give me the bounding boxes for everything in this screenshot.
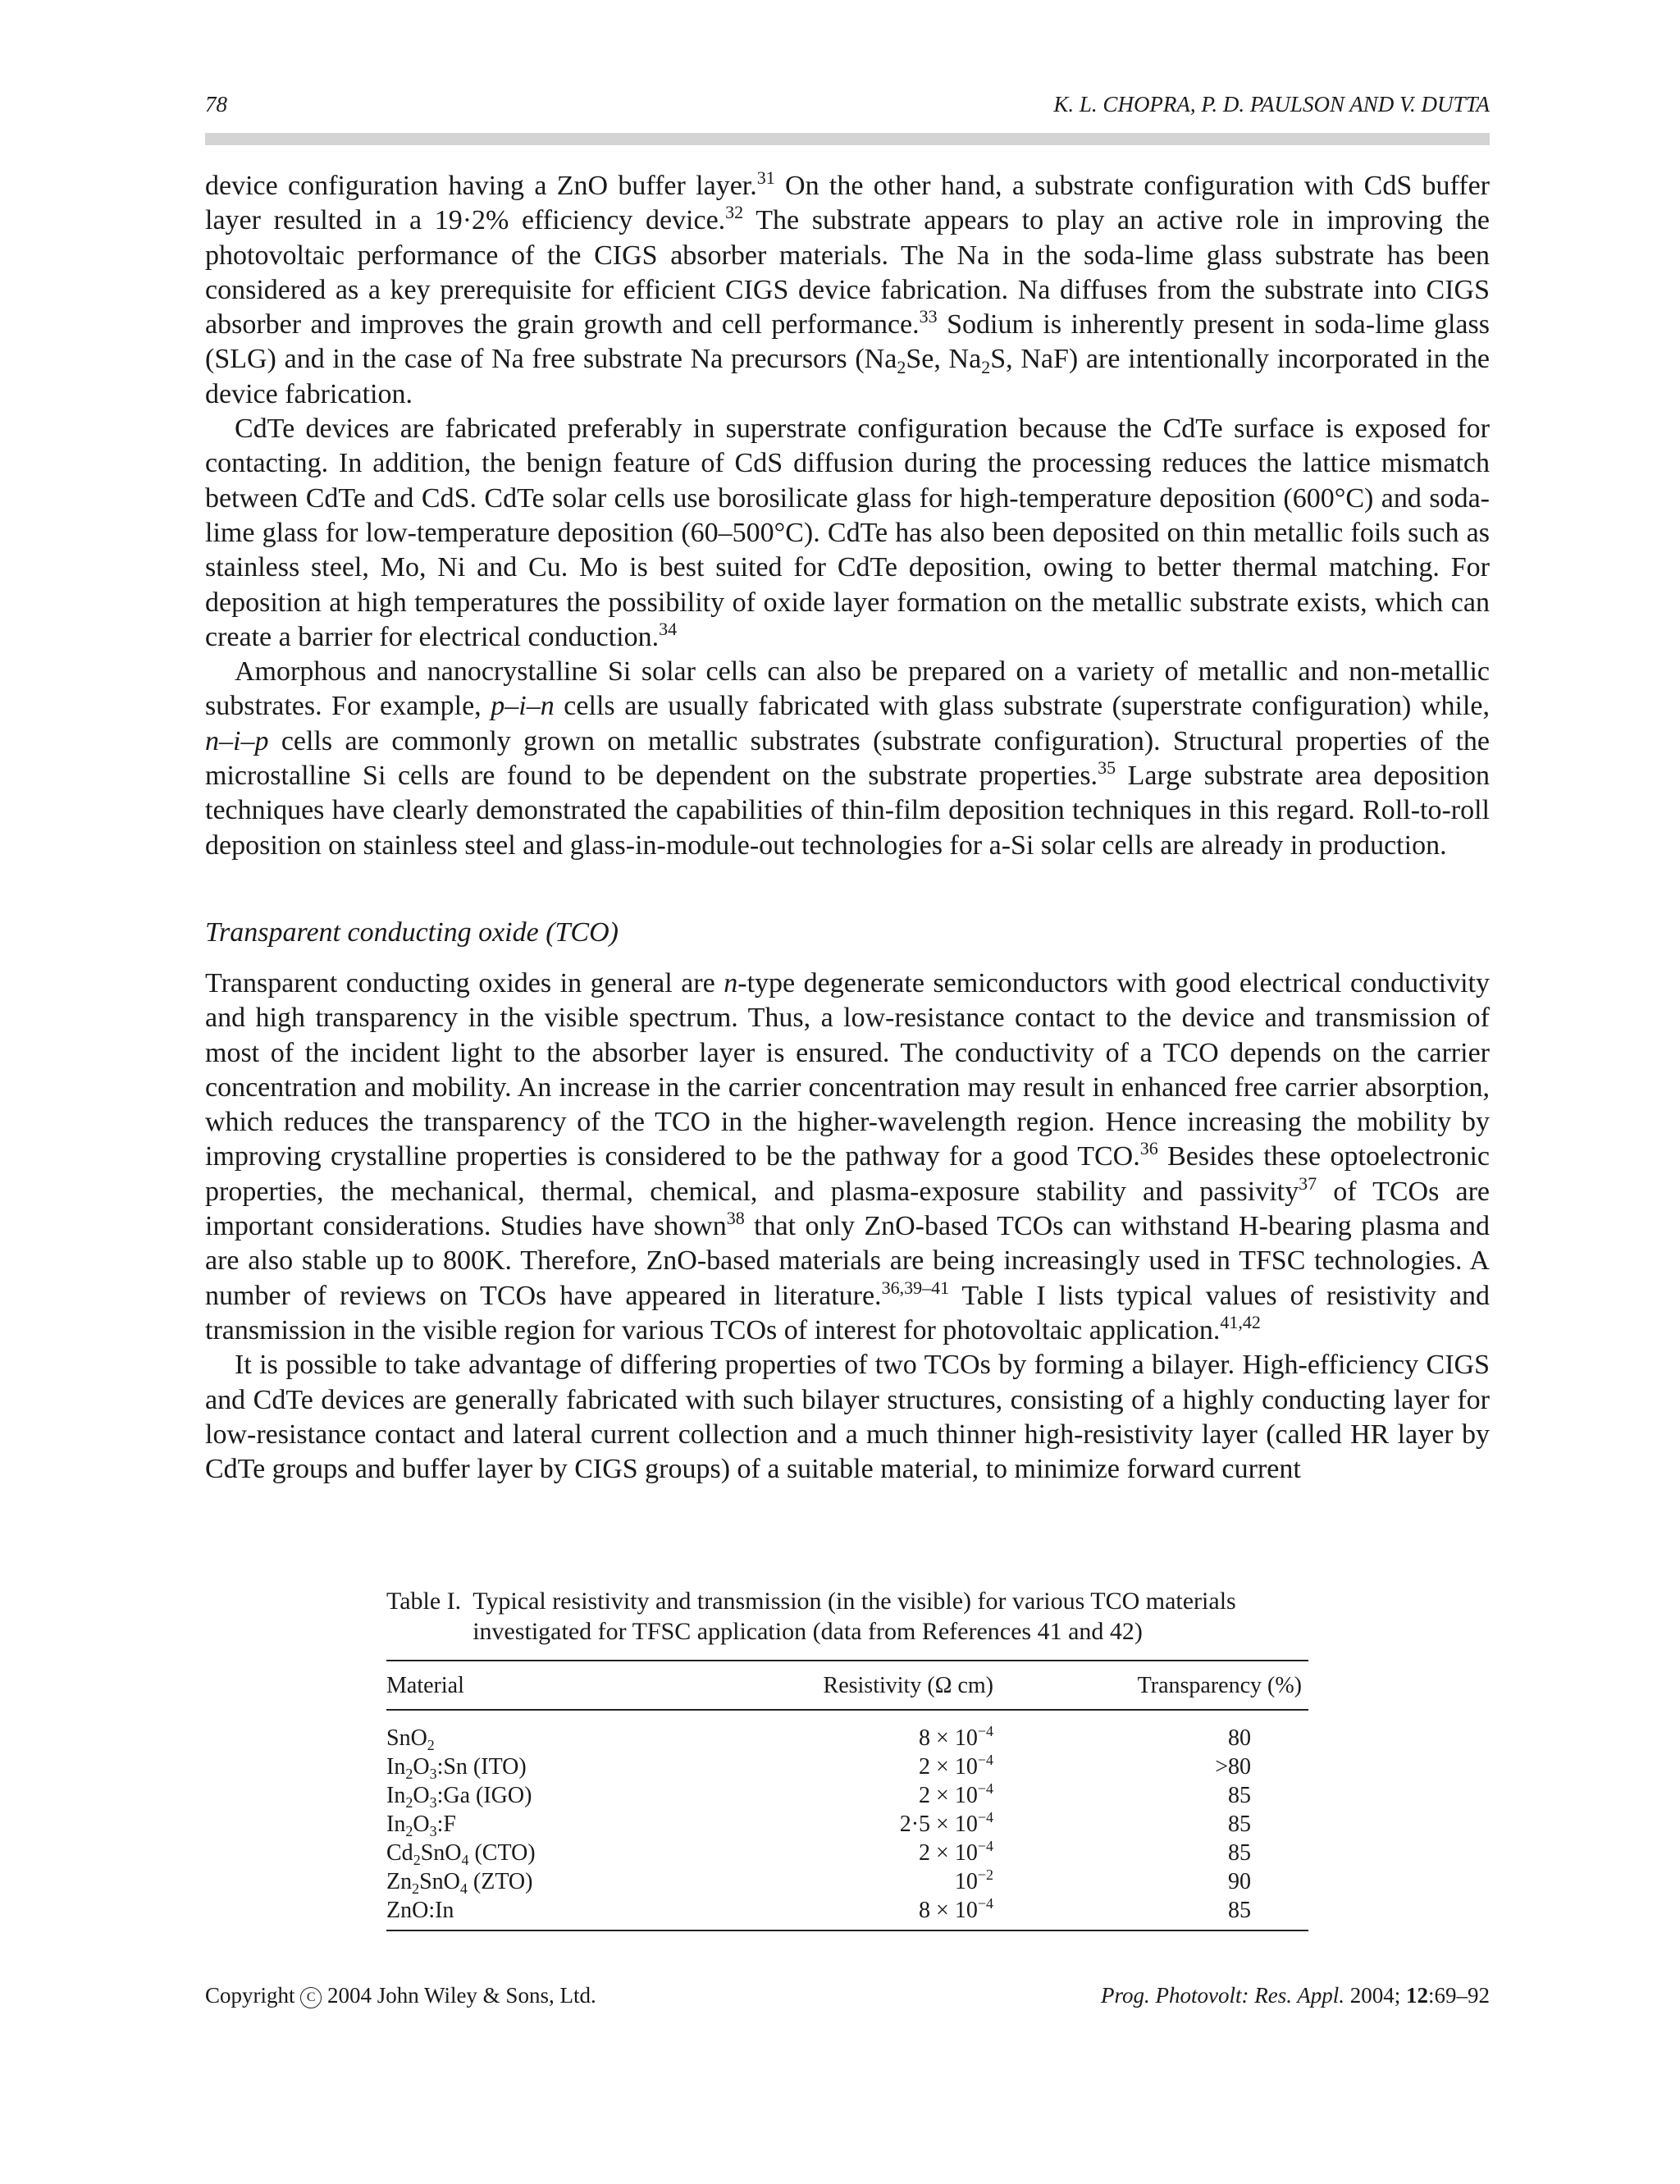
table-row [386,1867,1308,1896]
table-row [386,1781,1308,1810]
citation: 38 [726,1208,745,1229]
table-row [386,1896,1308,1930]
material-cell: ZnO:In [386,1896,731,1930]
resistivity-cell: $2\cdot 5 \times 10^{-4}$ [899,1809,993,1837]
table-row [386,1810,1308,1839]
table-row [386,1710,1308,1752]
page-footer [205,1983,1490,2016]
column-header-resistivity: Resistivity (Ω cm) [731,1661,993,1710]
journal-name: Prog. Photovolt: Res. Appl. [1101,1983,1344,2008]
transparency-cell: 85 [1228,1812,1251,1837]
table-row [386,1839,1308,1867]
resistivity-cell: $8 \times 10^{-4}$ [919,1723,993,1751]
paragraph: Transparent conducting oxides in general are n-type degenerate semiconductors with good electrical conductivity and high transparency in the visible spectrum. Thus, a low-resistance contact to the device and transmission of most of the incident light to the absorber layer is ensured. The conductivity of a TCO depends on the carrier concentration and mobility. An increase in the carrier concentration may result in enhanced free carrier absorption, which reduces the transparency of the TCO in the higher-wavelength region. Hence increasing the mobility by improving crystalline properties is considered to be the pathway for a good TCO.$^{36}$ Besides these optoelectronic properties, the mechanical, thermal, chemical, and plasma-exposure stability and passivity$^{37}$ of TCOs are important considerations. Studies have shown$^{38}$ that only ZnO-based TCOs can withstand H-bearing plasma and are also stable up to 800K. Therefore, ZnO-based materials are being increasingly used in TFSC technologies. A number of reviews on TCOs have appeared in literature.$^{36,39-41}$ Table I lists typical values of resistivity and transmission in the visible region for various TCOs of interest for photovoltaic application.$^{41,42}$ [205,967,1490,1346]
material-cell: $Cd_2SnO_4$ (CTO) [386,1840,536,1868]
paragraph: CdTe devices are fabricated preferably in superstrate configuration because the CdTe surface is exposed for contacting. In addition, the benign feature of CdS diffusion during the processing reduces the lattice mismatch between CdTe and CdS. CdTe solar cells use borosilicate glass for high-temperature deposition (600°C) and soda-lime glass for low-temperature deposition (60–500°C). CdTe has also been deposited on thin metallic foils such as stainless steel, Mo, Ni and Cu. Mo is best suited for CdTe deposition, owing to better thermal matching. For deposition at high temperatures the possibility of oxide layer formation on the metallic substrate exists, which can create a barrier for electrical conduction.$^{34}$ [205,413,1490,652]
material-cell: SnO$_2$ [386,1725,435,1753]
paragraph: It is possible to take advantage of differing properties of two TCOs by forming a bilayer. High-efficiency CIGS and CdTe devices are generally fabricated with such bilayer structures, consisting of a highly conducting layer for low-resistance contact and lateral current collection and a much thinner high-resistivity layer (called HR layer by CdTe groups and buffer layer by CIGS groups) of a suitable material, to minimize forward current [205,1350,1490,1485]
transparency-cell: 80 [1228,1725,1251,1751]
running-head-authors: K. L. CHOPRA, P. D. PAULSON AND V. DUTTA [1053,92,1490,117]
citation: 35 [1098,757,1116,779]
resistivity-cell: $2 \times 10^{-4}$ [919,1780,993,1808]
table-caption-text: Typical resistivity and transmission (in the visible) for various TCO materials investigated for TFSC application (data from References 41 and 42) [472,1588,1236,1645]
journal-citation: Prog. Photovolt: Res. Appl. 2004; 12:69–92 [1101,1983,1490,2008]
material-cell: $In_2O_3:Sn$ (ITO) [386,1754,527,1782]
volume: 12 [1405,1983,1428,2008]
table-header-row [386,1661,1308,1710]
material-cell: $In_2O_3:Ga$ (IGO) [386,1783,532,1811]
citation: 34 [659,618,678,639]
table-label: Table I. [386,1588,462,1615]
transparency-cell: 90 [1228,1869,1251,1894]
section-heading: Transparent conducting oxide (TCO) [205,916,619,948]
citation: 36 [1139,1138,1158,1159]
tco-table [386,1660,1308,1931]
body-text [205,169,1490,1487]
resistivity-cell: $2 \times 10^{-4}$ [919,1838,993,1866]
column-header-transparency: Transparency (%) [993,1661,1308,1710]
table-row [386,1752,1308,1781]
resistivity-cell: $2 \times 10^{-4}$ [919,1752,993,1780]
resistivity-cell: $8 \times 10^{-4}$ [731,1896,993,1930]
material-cell: $In_2O_3:F$ [386,1812,456,1839]
table-1 [386,1586,1308,1931]
citation: 41,42 [1220,1311,1261,1332]
page-number: 78 [205,92,227,117]
resistivity-cell: $10^{-2}$ [954,1866,993,1894]
header-rule [205,133,1490,145]
table-caption [386,1586,1308,1647]
transparency-cell: 85 [1228,1783,1251,1808]
copyright-notice: Copyright C 2004 John Wiley & Sons, Ltd. [205,1983,596,2008]
citation: 36,39–41 [881,1277,950,1298]
column-header-material: Material [386,1661,731,1710]
transparency-cell: 85 [993,1896,1308,1930]
transparency-cell: 85 [1228,1840,1251,1866]
citation: 33 [919,306,938,327]
citation: 32 [725,202,744,223]
transparency-cell: >80 [1215,1754,1251,1780]
running-header [205,92,1490,125]
copyright-icon: C [300,1987,322,2008]
citation: 31 [756,167,775,188]
paragraph: device configuration having a ZnO buffer layer.$^{31}$ On the other hand, a substrate configuration with CdS buffer layer resulted in a 19·2% efficiency device.$^{32}$ The substrate appears to play an active role in improving the photovoltaic performance of the CIGS absorber materials. The Na in the soda-lime glass substrate has been considered as a key prerequisite for efficient CIGS device fabrication. Na diffuses from the substrate into CIGS absorber and improves the grain growth and cell performance.$^{33}$ Sodium is inherently present in soda-lime glass (SLG) and in the case of Na free substrate Na precursors ($Na_2Se$, $Na_2S$, NaF) are intentionally incorporated in the device fabrication. [205,167,1490,409]
material-cell: $Zn_2SnO_4$ (ZTO) [386,1869,533,1897]
paragraph: Amorphous and nanocrystalline Si solar cells can also be prepared on a variety of metallic and non-metallic substrates. For example, p–i–n cells are usually fabricated with glass substrate (superstrate configuration) while, n–i–p cells are commonly grown on metallic substrates (substrate configuration). Structural properties of the microstalline Si cells are found to be dependent on the substrate properties.$^{35}$ Large substrate area deposition techniques have clearly demonstrated the capabilities of thin-film deposition techniques in this regard. Roll-to-roll deposition on stainless steel and glass-in-module-out technologies for a-Si solar cells are already in production. [205,656,1491,861]
citation: 37 [1299,1172,1317,1194]
